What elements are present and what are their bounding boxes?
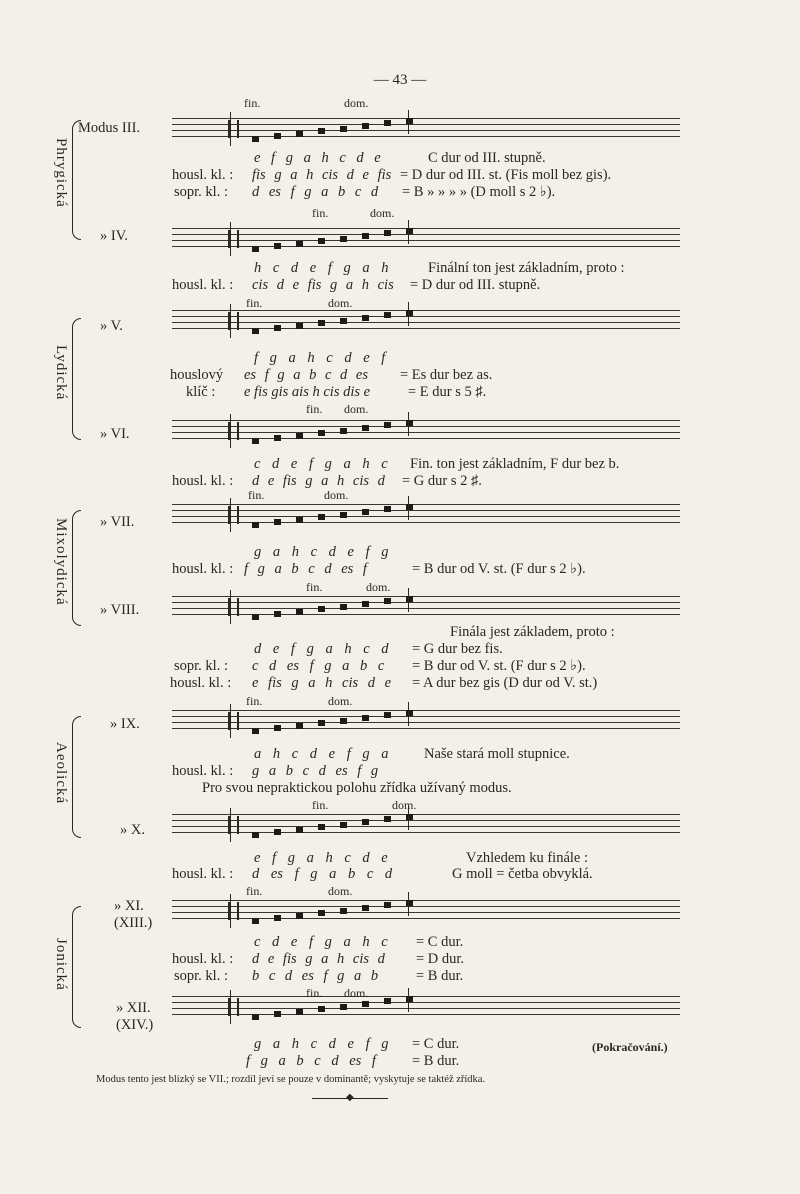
music-staff xyxy=(172,900,680,926)
scale-notes: c d e f g a h c xyxy=(254,456,388,472)
note-square xyxy=(318,910,325,916)
note-square xyxy=(274,325,281,331)
note-square xyxy=(362,509,369,515)
note-square xyxy=(362,123,369,129)
scale-notes: fis g a h cis d e fis xyxy=(252,167,392,183)
note-square xyxy=(362,905,369,911)
clef-label: housl. kl. : xyxy=(172,561,234,577)
note-square xyxy=(296,241,303,247)
clef-label: housl. kl. : xyxy=(172,866,234,882)
note-square xyxy=(318,606,325,612)
dom-label: dom. xyxy=(344,96,369,110)
scale-notes: c d es f g a b c xyxy=(252,658,385,674)
brace-ionian xyxy=(72,906,81,1028)
note-square xyxy=(318,1006,325,1012)
scale-notes: d e fis g a h cis d xyxy=(252,951,385,967)
mode-label: » XII. xyxy=(116,1000,151,1016)
note-square xyxy=(296,1009,303,1015)
dom-label: dom. xyxy=(328,694,353,708)
note-square xyxy=(318,238,325,244)
scale-notes: b c d es f g a b xyxy=(252,968,379,984)
scale-notes: f g a b c d es f xyxy=(246,1053,376,1069)
scale-notes: e fis gis ais h cis dis e xyxy=(244,384,371,400)
scale-notes: d e fis g a h cis d xyxy=(252,473,385,489)
scale-comment: = B » » » » (D moll s 2 ♭). xyxy=(402,184,556,200)
fin-marker xyxy=(230,222,231,256)
mode-label: » VIII. xyxy=(100,602,140,618)
fin-label: fin. xyxy=(306,986,323,1000)
note-square xyxy=(318,514,325,520)
note-square xyxy=(318,320,325,326)
note-square xyxy=(252,1014,259,1020)
mode-label: » VII. xyxy=(100,514,135,530)
scale-comment: Finální ton jest základním, proto : xyxy=(428,260,625,276)
scale-notes: cis d e fis g a h cis xyxy=(252,277,394,293)
scale-notes: f g a h c d e f xyxy=(254,350,386,366)
note-square xyxy=(384,712,391,718)
note-square xyxy=(340,428,347,434)
mode-label-alt: (XIV.) xyxy=(116,1017,154,1033)
fin-marker xyxy=(230,808,231,842)
scale-notes: e fis g a h cis d e xyxy=(252,675,392,691)
scale-comment: = A dur bez gis (D dur od V. st.) xyxy=(412,675,598,691)
note-square xyxy=(252,136,259,142)
closing-ornament: ◆ xyxy=(346,1092,354,1103)
mode-label: Modus III. xyxy=(78,120,141,136)
scale-notes: d es f g a b c d xyxy=(252,184,379,200)
clef-label: housl. kl. : xyxy=(172,763,234,779)
footnote: Modus tento jest blízký se VII.; rozdíl jeví se pouze v dominantě; vyskytuje se taktéž zřídka. xyxy=(96,1074,486,1085)
scale-notes: g a h c d e f g xyxy=(254,544,389,560)
note-square xyxy=(340,604,347,610)
clef-label: housl. kl. : xyxy=(172,167,234,183)
note-square xyxy=(274,243,281,249)
scale-comment: = B dur. xyxy=(412,1053,460,1069)
scale-comment: = D dur od III. st. (Fis moll bez gis). xyxy=(400,167,612,183)
note-square xyxy=(384,506,391,512)
note-square xyxy=(296,131,303,137)
fin-label: fin. xyxy=(306,580,323,594)
dom-marker xyxy=(408,110,409,134)
fin-label: fin. xyxy=(312,798,329,812)
note-square xyxy=(318,128,325,134)
scale-comment: = D dur. xyxy=(416,951,465,967)
scale-notes: d es f g a b c d xyxy=(252,866,393,882)
mode-label-alt: (XIII.) xyxy=(114,915,153,931)
note-square xyxy=(362,819,369,825)
fin-label: fin. xyxy=(248,488,265,502)
fin-label: fin. xyxy=(312,206,329,220)
group-label-ionian: Jonická xyxy=(53,938,69,991)
group-label-mixolydian: Mixolydická xyxy=(53,518,69,606)
dom-marker xyxy=(408,588,409,612)
music-staff xyxy=(172,596,680,622)
scale-notes: d e f g a h c d xyxy=(254,641,389,657)
clef-label: housl. kl. : xyxy=(172,473,234,489)
note-square xyxy=(296,827,303,833)
fin-marker xyxy=(230,704,231,738)
fin-marker xyxy=(230,304,231,338)
scale-comment: = C dur. xyxy=(416,934,464,950)
dom-marker xyxy=(408,496,409,520)
scale-notes: h c d e f g a h xyxy=(254,260,389,276)
group-label-phrygian: Phrygická xyxy=(53,138,69,208)
note-square xyxy=(384,422,391,428)
note-square xyxy=(362,1001,369,1007)
scale-comment: G moll = četba obvyklá. xyxy=(452,866,593,882)
mode-label: » IV. xyxy=(100,228,128,244)
scale-notes: c d e f g a h c xyxy=(254,934,388,950)
note-square xyxy=(252,328,259,334)
scale-notes: e f g a h c d e xyxy=(254,850,388,866)
music-staff xyxy=(172,228,680,254)
note-square xyxy=(252,522,259,528)
dom-marker xyxy=(408,702,409,726)
group-label-aeolian: Aeolická xyxy=(53,742,69,805)
note-square xyxy=(362,425,369,431)
dom-label: dom. xyxy=(392,798,417,812)
fin-label: fin. xyxy=(244,96,261,110)
scale-notes: g a h c d e f g xyxy=(254,1036,389,1052)
dom-label: dom. xyxy=(324,488,349,502)
note-square xyxy=(274,611,281,617)
note-square xyxy=(384,598,391,604)
note-square xyxy=(340,236,347,242)
scale-comment: = E dur s 5 ♯. xyxy=(408,384,487,400)
fin-label: fin. xyxy=(246,694,263,708)
note-square xyxy=(318,720,325,726)
note-square xyxy=(340,126,347,132)
clef-label: houslový xyxy=(170,367,224,383)
scale-comment: = B dur od V. st. (F dur s 2 ♭). xyxy=(412,561,586,577)
mode-label: » IX. xyxy=(110,716,140,732)
note-square xyxy=(362,233,369,239)
note-square xyxy=(340,318,347,324)
scale-notes: e f g a h c d e xyxy=(254,150,381,166)
fin-label: fin. xyxy=(306,402,323,416)
note-square xyxy=(340,512,347,518)
brace-phrygian xyxy=(72,120,81,240)
scale-comment: Finála jest základem, proto : xyxy=(450,624,615,640)
group-label-lydian: Lydická xyxy=(53,345,69,401)
scale-comment: = B dur. xyxy=(416,968,464,984)
note-square xyxy=(384,998,391,1004)
brace-aeolian xyxy=(72,716,81,838)
fin-marker xyxy=(230,414,231,448)
dom-label: dom. xyxy=(366,580,391,594)
scale-comment: = B dur od V. st. (F dur s 2 ♭). xyxy=(412,658,586,674)
note-square xyxy=(384,902,391,908)
note-square xyxy=(296,723,303,729)
fin-marker xyxy=(230,112,231,146)
note-square xyxy=(274,725,281,731)
dom-label: dom. xyxy=(328,884,353,898)
note-square xyxy=(252,614,259,620)
clef-label: housl. kl. : xyxy=(172,277,234,293)
clef-label: sopr. kl. : xyxy=(174,968,228,984)
note-square xyxy=(252,438,259,444)
mode-label: » V. xyxy=(100,318,123,334)
clef-label: klíč : xyxy=(186,384,216,400)
note-square xyxy=(252,728,259,734)
scale-comment: = G dur bez fis. xyxy=(412,641,503,657)
clef-label: housl. kl. : xyxy=(172,951,234,967)
note-square xyxy=(296,323,303,329)
fin-label: fin. xyxy=(246,884,263,898)
scale-comment: Naše stará moll stupnice. xyxy=(424,746,570,762)
mode-label: » VI. xyxy=(100,426,130,442)
brace-mixolydian xyxy=(72,510,81,626)
mode-label: » X. xyxy=(120,822,145,838)
note-square xyxy=(274,1011,281,1017)
note-square xyxy=(252,832,259,838)
note-square xyxy=(274,133,281,139)
note-square xyxy=(296,433,303,439)
mode-label: » XI. xyxy=(114,898,144,914)
scale-notes: g a b c d es f g xyxy=(252,763,379,779)
note-square xyxy=(362,315,369,321)
note-square xyxy=(252,246,259,252)
scale-notes: f g a b c d es f xyxy=(244,561,367,577)
clef-label: sopr. kl. : xyxy=(174,184,228,200)
clef-label: sopr. kl. : xyxy=(174,658,228,674)
fin-label: fin. xyxy=(246,296,263,310)
dom-marker xyxy=(408,892,409,916)
fin-marker xyxy=(230,498,231,532)
note-square xyxy=(296,517,303,523)
note-square xyxy=(340,822,347,828)
note-square xyxy=(384,120,391,126)
scale-comment: = G dur s 2 ♯. xyxy=(402,473,482,489)
note-square xyxy=(274,829,281,835)
page-number: — 43 — xyxy=(373,72,427,88)
fin-marker xyxy=(230,590,231,624)
dom-marker xyxy=(408,220,409,244)
fin-marker xyxy=(230,990,231,1024)
dom-marker xyxy=(408,988,409,1012)
note-square xyxy=(318,824,325,830)
dom-marker xyxy=(408,412,409,436)
scale-notes: a h c d e f g a xyxy=(254,746,389,762)
dom-label: dom. xyxy=(328,296,353,310)
music-staff xyxy=(172,310,680,336)
note-square xyxy=(274,915,281,921)
scale-comment: = C dur. xyxy=(412,1036,460,1052)
note-square xyxy=(340,1004,347,1010)
dom-label: dom. xyxy=(370,206,395,220)
scale-comment: = D dur od III. stupně. xyxy=(410,277,541,293)
scale-comment: Fin. ton jest základním, F dur bez b. xyxy=(410,456,620,472)
note-square xyxy=(384,230,391,236)
note-square xyxy=(340,718,347,724)
note-square xyxy=(252,918,259,924)
note-square xyxy=(274,519,281,525)
music-staff xyxy=(172,996,680,1022)
scale-comment: = Es dur bez as. xyxy=(400,367,493,383)
brace-lydian xyxy=(72,318,81,440)
scale-comment: C dur od III. stupně. xyxy=(428,150,546,166)
note-square xyxy=(296,913,303,919)
note-square xyxy=(384,816,391,822)
music-staff xyxy=(172,420,680,446)
fin-marker xyxy=(230,894,231,928)
scale-comment: Vzhledem ku finále : xyxy=(466,850,588,866)
music-staff xyxy=(172,504,680,530)
music-staff xyxy=(172,814,680,840)
dom-label: dom. xyxy=(344,402,369,416)
music-staff xyxy=(172,710,680,736)
music-staff xyxy=(172,118,680,144)
note-square xyxy=(274,435,281,441)
note-square xyxy=(362,715,369,721)
note-square xyxy=(318,430,325,436)
note-square xyxy=(362,601,369,607)
note-square xyxy=(340,908,347,914)
scale-notes: es f g a b c d es xyxy=(244,367,368,383)
scale-comment: Pro svou nepraktickou polohu zřídka užívaný modus. xyxy=(202,780,512,796)
continuation-note: (Pokračování.) xyxy=(592,1040,668,1054)
note-square xyxy=(384,312,391,318)
note-square xyxy=(296,609,303,615)
clef-label: housl. kl. : xyxy=(170,675,232,691)
dom-label: dom. xyxy=(344,986,369,1000)
dom-marker xyxy=(408,302,409,326)
